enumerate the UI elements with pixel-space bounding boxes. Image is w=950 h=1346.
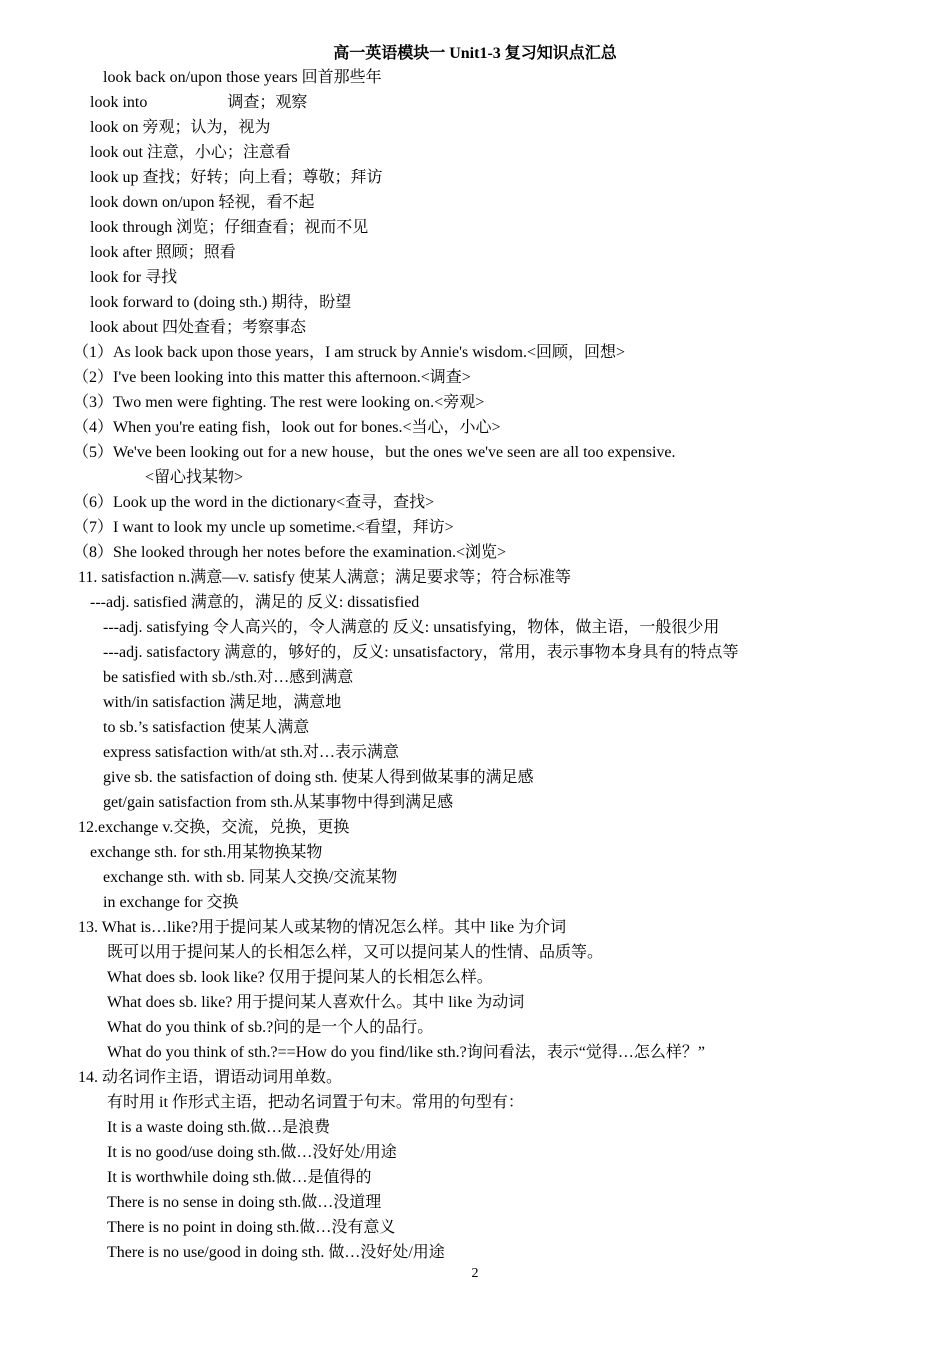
text-line: 有时用 it 作形式主语，把动名词置于句末。常用的句型有： — [107, 1094, 524, 1111]
text-line: look up 查找；好转；向上看；尊敬；拜访 — [90, 169, 383, 186]
text-line: look after 照顾；照看 — [90, 244, 236, 261]
example-sentence: （4）When you're eating fish，look out for bones.<当心，小心> — [73, 419, 501, 436]
section-heading-13: 13. What is…like?用于提问某人或某物的情况怎么样。其中 like 为介词 — [78, 919, 567, 936]
text-line: look down on/upon 轻视，看不起 — [90, 194, 315, 211]
text-line: with/in satisfaction 满足地，满意地 — [103, 694, 342, 711]
text-line: ---adj. satisfactory 满意的，够好的，反义: unsatisfactory，常用，表示事物本身具有的特点等 — [103, 644, 739, 661]
example-sentence-continuation: <留心找某物> — [145, 469, 244, 486]
text-line: be satisfied with sb./sth.对…感到满意 — [103, 669, 354, 686]
text-line: What do you think of sb.?问的是一个人的品行。 — [107, 1019, 434, 1036]
text-line: exchange sth. for sth.用某物换某物 — [90, 844, 323, 861]
text-line: look about 四处查看；考察事态 — [90, 319, 306, 336]
section-heading-14: 14. 动名词作主语，谓语动词用单数。 — [78, 1069, 343, 1086]
text-line: There is no sense in doing sth.做…没道理 — [107, 1194, 382, 1211]
text-line: exchange sth. with sb. 同某人交换/交流某物 — [103, 869, 398, 886]
text-line: 既可以用于提问某人的长相怎么样，又可以提问某人的性情、品质等。 — [107, 944, 604, 961]
example-sentence: （2）I've been looking into this matter this afternoon.<调查> — [73, 369, 471, 386]
text-line: ---adj. satisfying 令人高兴的，令人满意的 反义: unsatisfying，物体，做主语，一般很少用 — [103, 619, 720, 636]
text-line: look for 寻找 — [90, 269, 178, 286]
example-sentence: （1）As look back upon those years，I am struck by Annie's wisdom.<回顾，回想> — [73, 344, 625, 361]
text-line: express satisfaction with/at sth.对…表示满意 — [103, 744, 399, 761]
text-line: There is no point in doing sth.做…没有意义 — [107, 1219, 396, 1236]
text-line: look on 旁观；认为，视为 — [90, 119, 271, 136]
example-sentence: （7）I want to look my uncle up sometime.<看望，拜访> — [73, 519, 454, 536]
text-line: What do you think of sth.?==How do you find/like sth.?询问看法，表示“觉得…怎么样？” — [107, 1044, 705, 1061]
example-sentence: （8）She looked through her notes before the examination.<浏览> — [73, 544, 507, 561]
text-line: in exchange for 交换 — [103, 894, 239, 911]
text-line: look back on/upon those years 回首那些年 — [103, 69, 382, 86]
page-number: 2 — [471, 1266, 479, 1281]
text-line: What does sb. look like? 仅用于提问某人的长相怎么样。 — [107, 969, 493, 986]
document-body — [0, 65, 950, 1265]
page-title: 高一英语模块一 Unit1-3 复习知识点汇总 — [333, 45, 617, 62]
text-line: It is worthwhile doing sth.做…是值得的 — [107, 1169, 372, 1186]
text-line: look through 浏览；仔细查看；视而不见 — [90, 219, 369, 236]
text-line: ---adj. satisfied 满意的，满足的 反义: dissatisfied — [90, 594, 420, 611]
text-line: get/gain satisfaction from sth.从某事物中得到满足感 — [103, 794, 454, 811]
text-line: What does sb. like? 用于提问某人喜欢什么。其中 like 为动词 — [107, 994, 525, 1011]
text-line: There is no use/good in doing sth. 做…没好处/用途 — [107, 1244, 445, 1261]
text-line: It is a waste doing sth.做…是浪费 — [107, 1119, 331, 1136]
text-line: give sb. the satisfaction of doing sth. 使某人得到做某事的满足感 — [103, 769, 534, 786]
text-line: It is no good/use doing sth.做…没好处/用途 — [107, 1144, 397, 1161]
text-line: look forward to (doing sth.) 期待，盼望 — [90, 294, 352, 311]
section-heading-11: 11. satisfaction n.满意—v. satisfy 使某人满意；满足要求等；符合标准等 — [78, 569, 572, 586]
text-line: look into 调查；观察 — [90, 94, 308, 111]
example-sentence: （5）We've been looking out for a new house，but the ones we've seen are all too expensive. — [73, 444, 676, 461]
text-line: to sb.’s satisfaction 使某人满意 — [103, 719, 310, 736]
text-line: look out 注意，小心；注意看 — [90, 144, 291, 161]
example-sentence: （6）Look up the word in the dictionary<查寻，查找> — [73, 494, 435, 511]
section-heading-12: 12.exchange v.交换，交流，兑换，更换 — [78, 819, 350, 836]
example-sentence: （3）Two men were fighting. The rest were looking on.<旁观> — [73, 394, 485, 411]
